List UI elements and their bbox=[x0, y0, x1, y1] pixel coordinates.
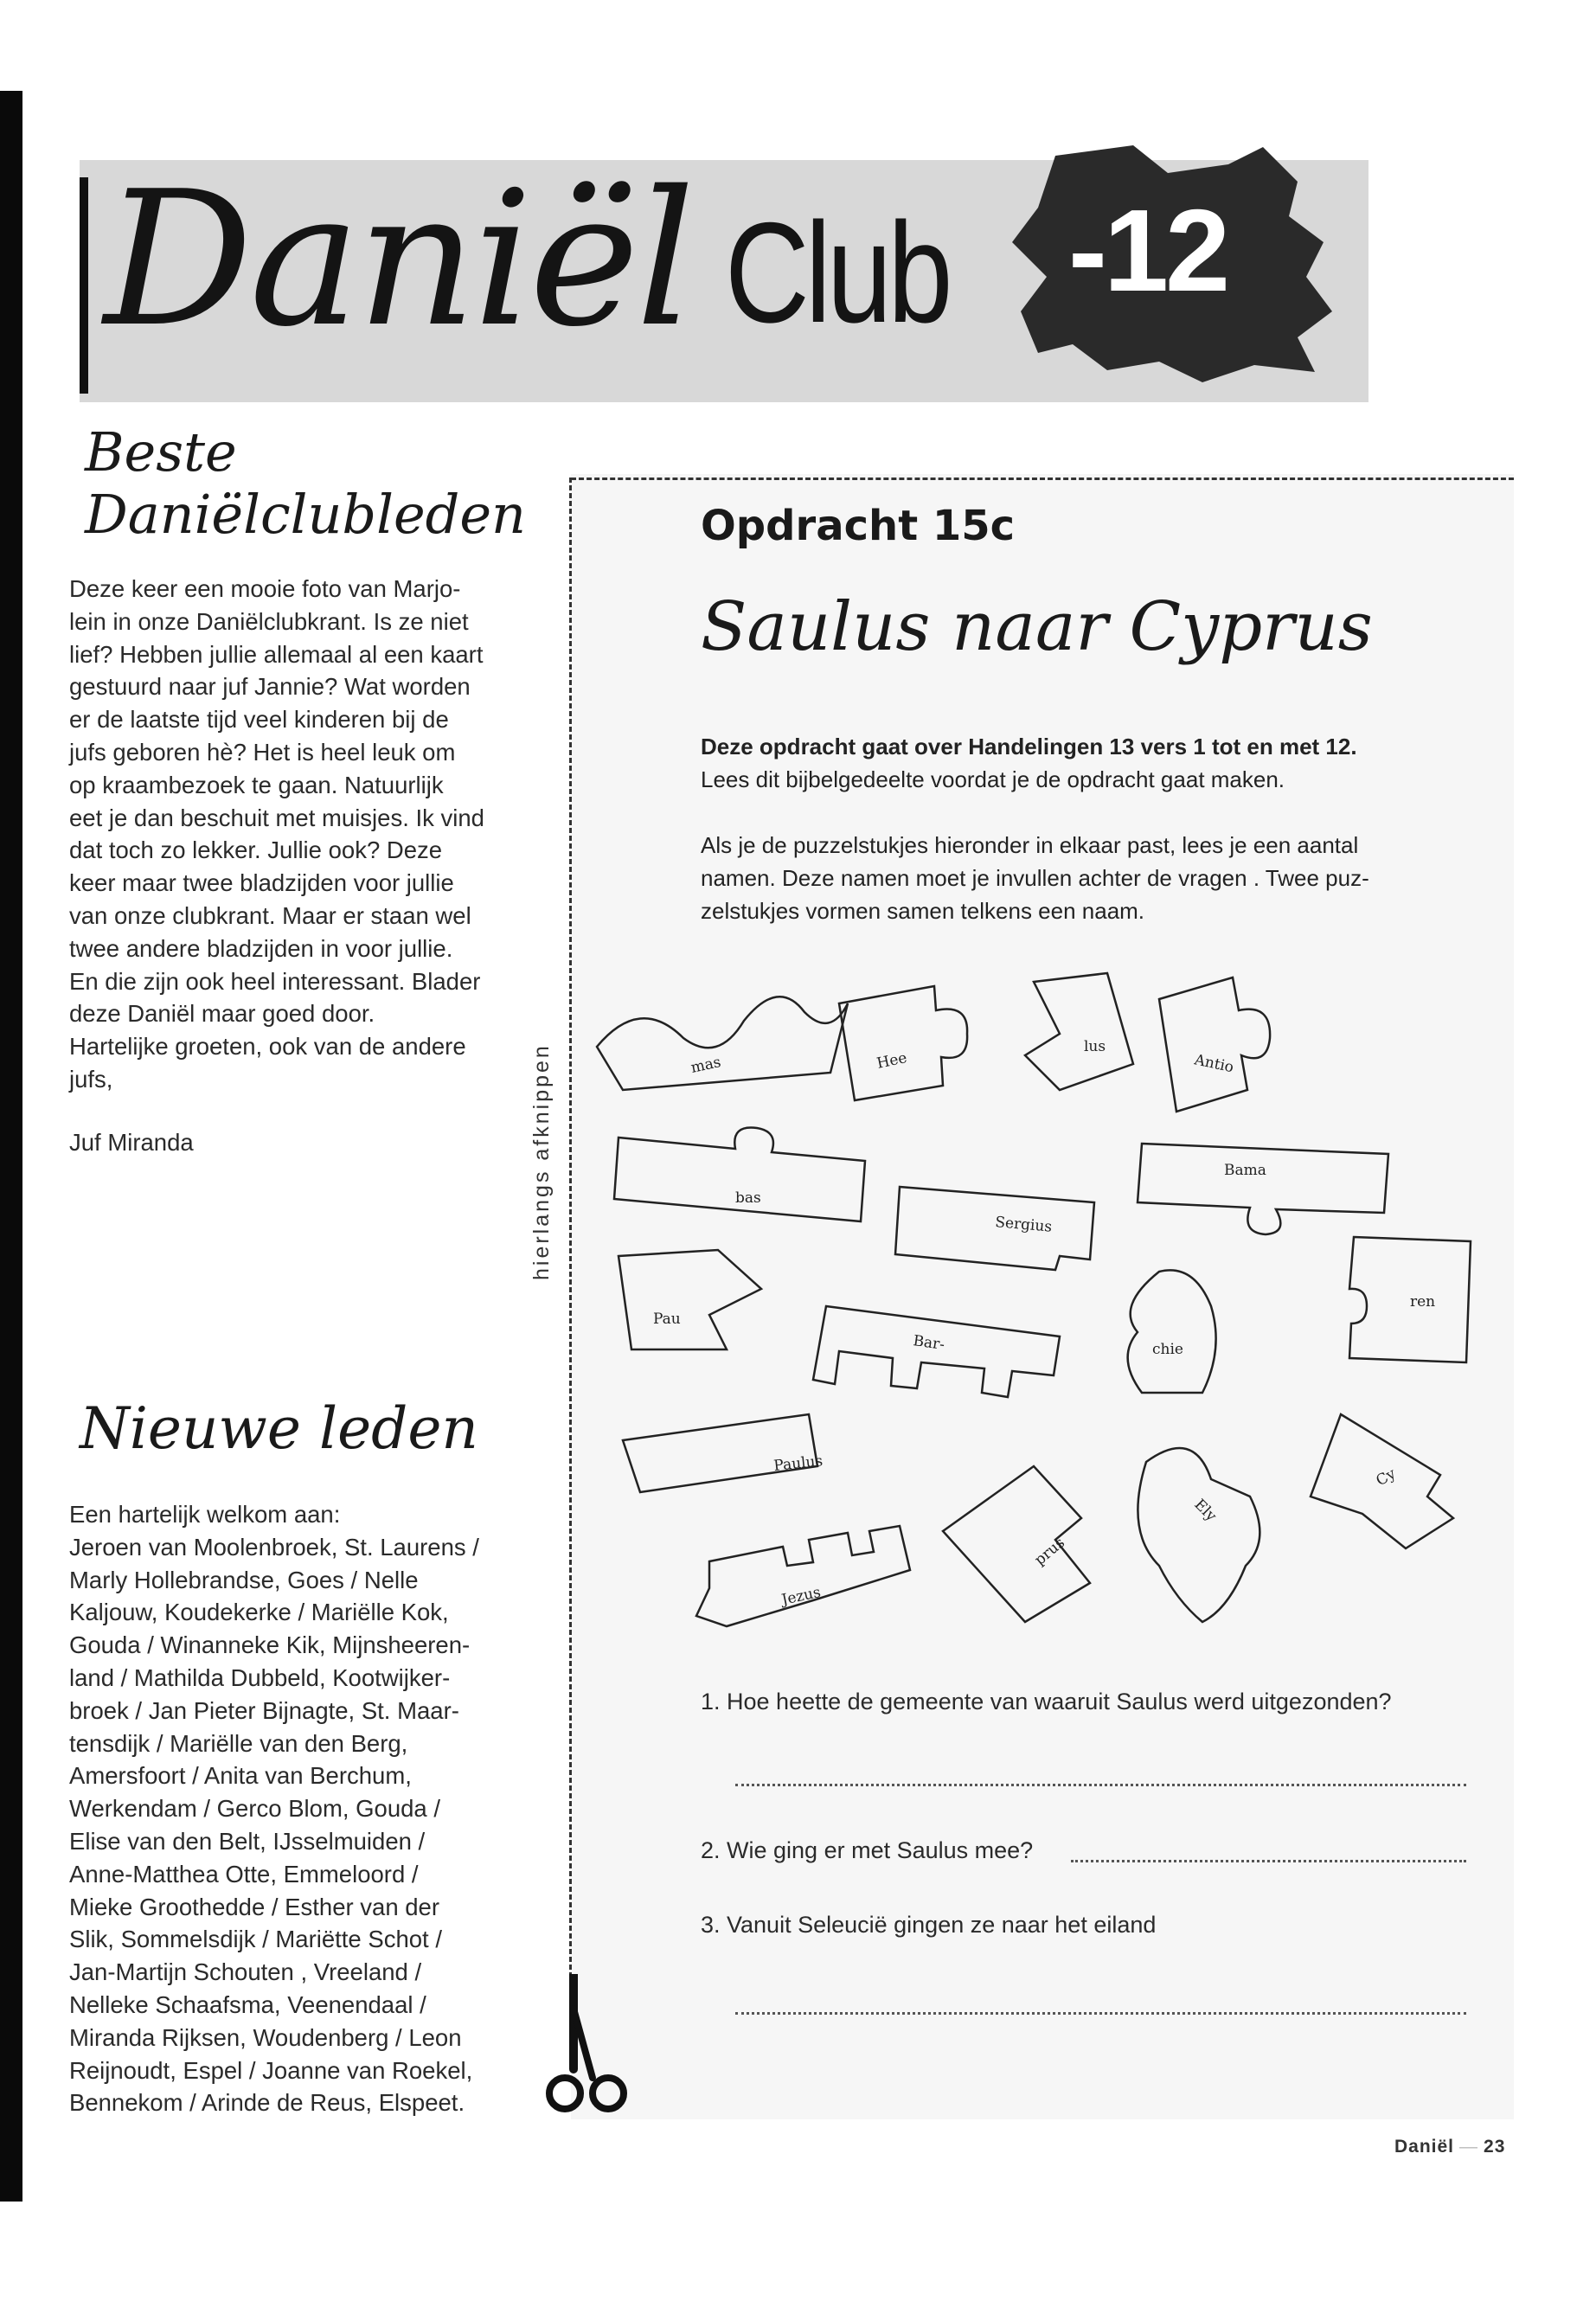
puzzle-instruction-line: Als je de puzzelstukjes hieronder in elkaar past, lees je een aantal bbox=[701, 832, 1359, 858]
assignment-title: Saulus naar Cyprus bbox=[701, 588, 1373, 666]
puzzle-piece-label: bas bbox=[735, 1189, 761, 1207]
puzzle-piece bbox=[597, 997, 848, 1090]
welcome-line: Amersfoort / Anita van Berchum, bbox=[69, 1762, 412, 1790]
puzzle-piece-label: Sergius bbox=[994, 1214, 1053, 1236]
new-members-list bbox=[69, 1498, 519, 2119]
intro-line: lein in onze Daniëlclubkrant. Is ze niet bbox=[69, 607, 469, 635]
puzzle-piece-label: Cy bbox=[1373, 1465, 1400, 1490]
scissors-icon bbox=[541, 1974, 636, 2117]
puzzle-instruction-line: zelstukjes vormen samen telkens een naam. bbox=[701, 898, 1145, 924]
puzzle-piece-label: lus bbox=[1084, 1038, 1106, 1055]
puzzle-piece-label: Paulus bbox=[772, 1452, 824, 1475]
puzzle-piece bbox=[1159, 977, 1270, 1112]
puzzle-piece bbox=[813, 1306, 1060, 1397]
welcome-line: Anne-Matthea Otte, Emmeloord / bbox=[69, 1860, 419, 1888]
puzzle-instructions bbox=[701, 829, 1479, 927]
masthead-club: Club bbox=[725, 193, 949, 352]
welcome-line: Reijnoudt, Espel / Joanne van Roekel, bbox=[69, 2056, 473, 2084]
new-members-heading: Nieuwe leden bbox=[80, 1395, 478, 1462]
puzzle-piece-label: Jezus bbox=[779, 1583, 823, 1609]
puzzle-piece bbox=[895, 1187, 1094, 1270]
puzzle-piece bbox=[1138, 1448, 1259, 1622]
puzzle-instruction-line: namen. Deze namen moet je invullen achter de vragen . Twee puz- bbox=[701, 865, 1369, 891]
intro-line: Hartelijke groeten, ook van de andere bbox=[69, 1033, 466, 1061]
welcome-line: Slik, Sommelsdijk / Mariëtte Schot / bbox=[69, 1926, 442, 1953]
puzzle-piece-label: Hee bbox=[875, 1049, 909, 1073]
puzzle-piece bbox=[943, 1466, 1090, 1622]
intro-line: van onze clubkrant. Maar er staan wel bbox=[69, 901, 471, 929]
welcome-line: Nelleke Schaafsma, Veenendaal / bbox=[69, 1990, 426, 2018]
puzzle-piece bbox=[623, 1414, 824, 1492]
intro-line: deze Daniël maar goed door. bbox=[69, 1000, 375, 1028]
welcome-line: Kaljouw, Koudekerke / Mariëlle Kok, bbox=[69, 1599, 449, 1626]
welcome-line: Miranda Rijksen, Woudenberg / Leon bbox=[69, 2023, 462, 2051]
welcome-line: Jeroen van Moolenbroek, St. Laurens / bbox=[69, 1533, 479, 1561]
intro-line: lief? Hebben jullie allemaal al een kaart bbox=[69, 640, 484, 668]
question-3: 3. Vanuit Seleucië gingen ze naar het eiland bbox=[701, 1912, 1157, 1938]
intro-line: keer maar twee bladzijden voor jullie bbox=[69, 869, 454, 897]
puzzle-piece bbox=[1311, 1414, 1453, 1548]
puzzle-piece-label: Bama bbox=[1224, 1162, 1266, 1179]
scan-edge bbox=[0, 91, 22, 2202]
intro-line: gestuurd naar juf Jannie? Wat worden bbox=[69, 673, 471, 701]
puzzle-piece bbox=[1349, 1237, 1471, 1362]
puzzle-piece-label: mas bbox=[689, 1054, 723, 1077]
puzzle-piece-label: prus bbox=[1031, 1534, 1068, 1569]
welcome-line: broek / Jan Pieter Bijnagte, St. Maar- bbox=[69, 1696, 459, 1724]
puzzle-piece bbox=[1025, 973, 1133, 1090]
puzzle-piece-label: Ely bbox=[1190, 1496, 1221, 1525]
intro-line: En die zijn ook heel interessant. Blader bbox=[69, 967, 481, 995]
intro-line: eet je dan beschuit met muisjes. Ik vind bbox=[69, 804, 484, 831]
answer-line-1[interactable] bbox=[735, 1784, 1466, 1786]
assignment-instruction: Lees dit bijbelgedeelte voordat je de opdracht gaat maken. bbox=[701, 766, 1285, 792]
welcome-line: Jan-Martijn Schouten , Vreeland / bbox=[69, 1958, 422, 1986]
intro-line: er de laatste tijd veel kinderen bij de bbox=[69, 706, 449, 734]
signature: Juf Miranda bbox=[69, 1129, 194, 1156]
masthead-title: Daniël bbox=[104, 151, 692, 368]
welcome-line: tensdijk / Mariëlle van den Berg, bbox=[69, 1729, 408, 1757]
puzzle-piece bbox=[1138, 1144, 1388, 1234]
assignment-reference: Deze opdracht gaat over Handelingen 13 vers 1 tot en met 12. bbox=[701, 734, 1357, 760]
puzzle-piece bbox=[1128, 1270, 1216, 1393]
puzzle-piece bbox=[696, 1526, 910, 1626]
page-number: 23 bbox=[1484, 2137, 1506, 2157]
welcome-line: land / Mathilda Dubbeld, Kootwijker- bbox=[69, 1663, 451, 1691]
puzzle-pieces bbox=[588, 943, 1505, 1652]
welcome-line: Bennekom / Arinde de Reus, Elspeet. bbox=[69, 2089, 465, 2117]
welcome-line: Marly Hollebrandse, Goes / Nelle bbox=[69, 1566, 419, 1593]
puzzle-piece-label: Antio bbox=[1192, 1051, 1235, 1077]
puzzle-piece bbox=[839, 986, 967, 1100]
puzzle-piece-label: chie bbox=[1152, 1341, 1183, 1358]
welcome-line: Een hartelijk welkom aan: bbox=[69, 1501, 341, 1528]
assignment-label: Opdracht 15c bbox=[701, 502, 1016, 550]
intro-line: op kraambezoek te gaan. Natuurlijk bbox=[69, 771, 444, 798]
puzzle-piece-label: Bar- bbox=[912, 1332, 946, 1355]
cut-line-top bbox=[571, 478, 1514, 480]
page-footer bbox=[1394, 2137, 1505, 2157]
header-bar bbox=[80, 177, 88, 394]
answer-line-3[interactable] bbox=[735, 2012, 1466, 2015]
intro-text bbox=[69, 573, 519, 1096]
puzzle-piece bbox=[619, 1250, 761, 1349]
cut-line-label: hierlangs afknippen bbox=[529, 1043, 554, 1280]
welcome-line: Elise van den Belt, IJsselmuiden / bbox=[69, 1827, 426, 1855]
intro-line: dat toch zo lekker. Jullie ook? Deze bbox=[69, 836, 443, 864]
greeting-heading-line2: Daniëlclubleden bbox=[85, 483, 526, 546]
intro-line: Deze keer een mooie foto van Marjo- bbox=[69, 575, 461, 602]
issue-badge: -12 bbox=[1068, 185, 1227, 316]
magazine-name: Daniël bbox=[1394, 2137, 1455, 2157]
intro-line: jufs geboren hè? Het is heel leuk om bbox=[69, 738, 456, 766]
puzzle-piece-label: Pau bbox=[653, 1311, 681, 1328]
intro-line: jufs, bbox=[69, 1065, 113, 1093]
question-2: 2. Wie ging er met Saulus mee? bbox=[701, 1837, 1034, 1863]
intro-line: twee andere bladzijden in voor jullie. bbox=[69, 934, 453, 962]
question-1: 1. Hoe heette de gemeente van waaruit Saulus werd uitgezonden? bbox=[701, 1689, 1392, 1715]
greeting-heading-line1: Beste bbox=[85, 420, 237, 484]
cut-line-left bbox=[569, 478, 572, 2009]
welcome-line: Mieke Groothedde / Esther van der bbox=[69, 1893, 440, 1920]
puzzle-piece bbox=[614, 1128, 865, 1222]
puzzle-piece-label: ren bbox=[1410, 1293, 1436, 1311]
welcome-line: Werkendam / Gerco Blom, Gouda / bbox=[69, 1795, 440, 1823]
answer-line-2[interactable] bbox=[1071, 1860, 1466, 1862]
welcome-line: Gouda / Winanneke Kik, Mijnsheeren- bbox=[69, 1631, 471, 1659]
footer-separator: — bbox=[1459, 2137, 1479, 2157]
